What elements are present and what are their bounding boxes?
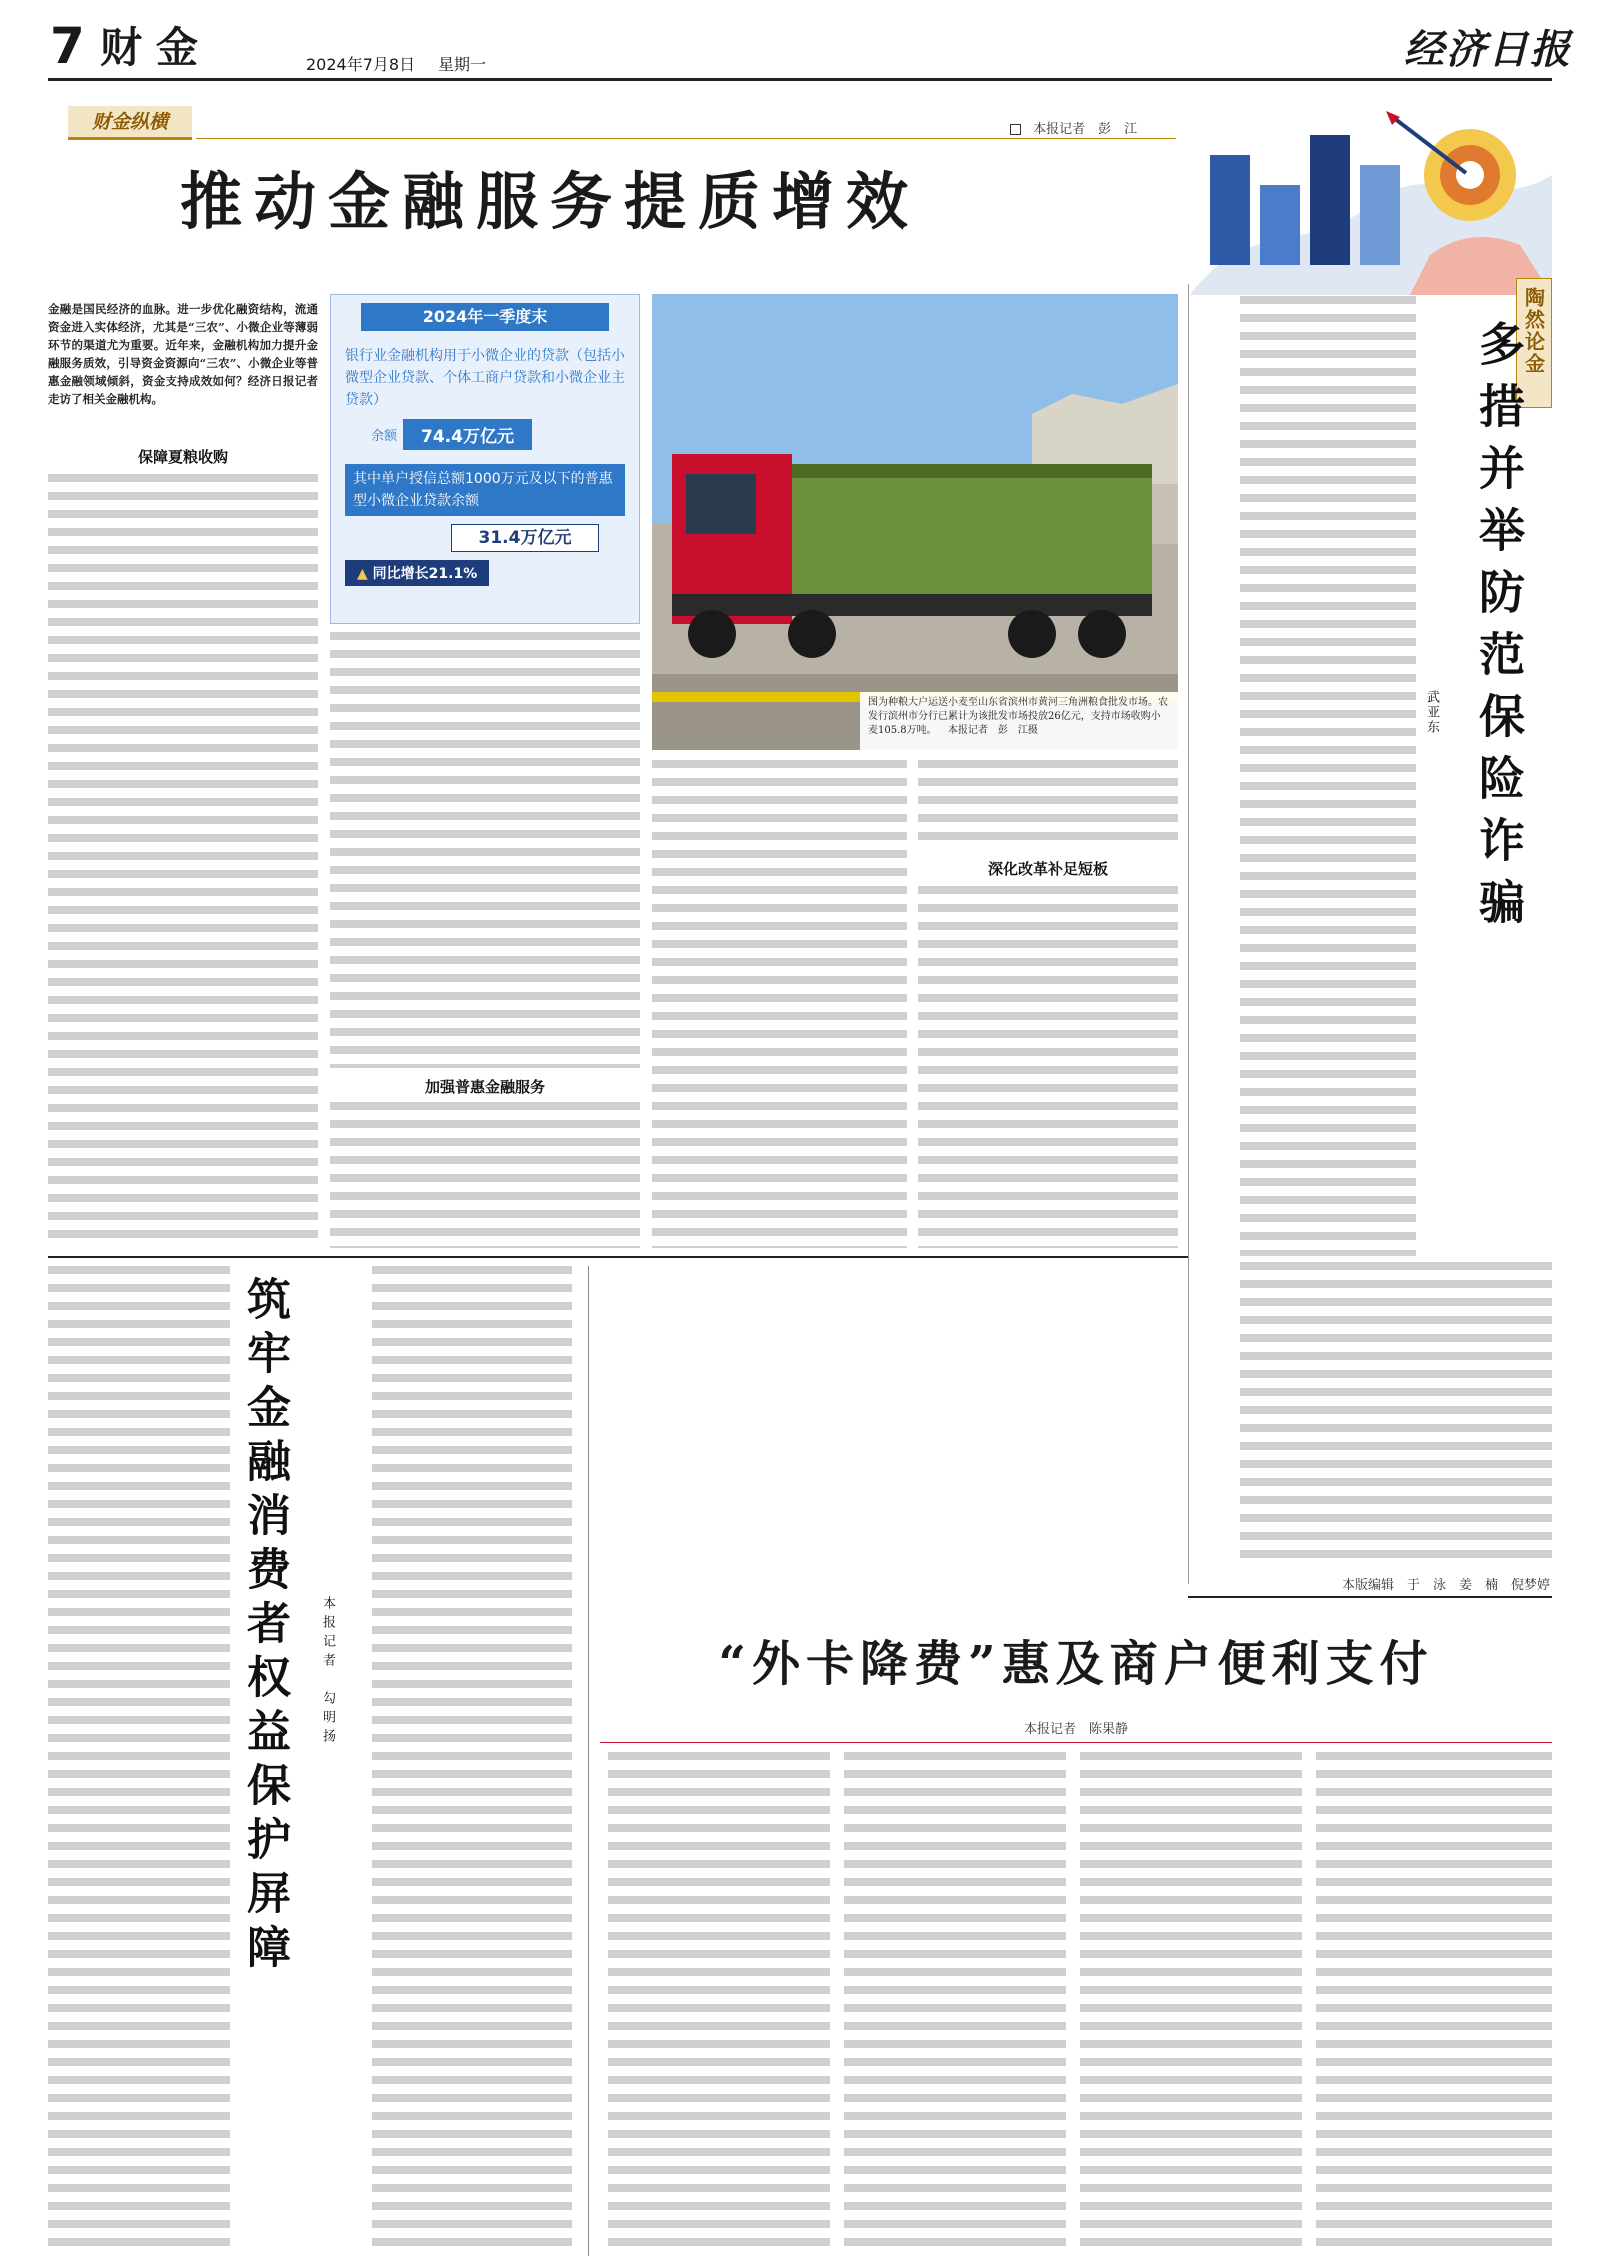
issue-weekday: 星期一 [438,55,487,74]
infographic-item1-row [371,419,625,450]
body-text-lines [372,1266,572,2256]
infographic-panel [330,294,640,624]
body-text-lines [48,1266,230,2256]
body-text-lines [48,474,318,1248]
card-headline-rule [600,1742,1552,1743]
lead-byline-text: 本报记者 彭 江 [1033,122,1138,137]
infographic-title: 2024年一季度末 [361,303,609,331]
header-rule [48,78,1552,81]
lead-subhead-reform: 深化改革补足短板 [987,860,1108,878]
infographic-item1-value: 74.4万亿元 [403,419,532,450]
consumer-body-col-1 [48,1266,230,2256]
news-photo [652,294,1178,750]
infographic-item2-value: 31.4万亿元 [451,524,599,552]
lead-byline [1010,118,1137,137]
lead-body-col-4a [918,760,1178,840]
masthead-logo: 经济日报 [1404,26,1572,73]
editorial-author: 武亚东 [1424,690,1439,735]
lead-body-col-3 [652,760,907,1248]
body-text-lines [1080,1752,1302,2256]
body-text-lines [918,886,1178,1248]
body-text-lines [330,1102,640,1248]
lead-intro: 金融是国民经济的血脉。进一步优化融资结构，流通资金进入实体经济，尤其是“三农”、小微企业等薄弱环节的渠道尤为重要。近年来，金融机构加力提升金融服务质效，引导资金资源向“三农”、小微企业等普惠金融领域倾斜，资金支持成效如何？经济日报记者走访了相关金融机构。 [48,302,318,406]
infographic-growth-badge [345,560,489,586]
column-tag [68,106,192,140]
lead-subhead-harvest: 保障夏粮收购 [137,448,228,466]
body-text-lines [1316,1752,1552,2256]
consumer-article-divider [588,1266,589,2256]
body-text-lines [1240,1262,1552,1562]
card-headline: “外卡降费”惠及商户便利支付 [718,1636,1434,1692]
decorative-illustration [1190,95,1552,295]
editors-line: 本版编辑 于 泳 姜 楠 倪梦婷 [1341,1578,1550,1593]
consumer-body-col-2 [372,1266,572,2256]
card-body-col-3 [1080,1752,1302,2256]
body-text-lines [330,632,640,1068]
right-bottom-rule [1188,1596,1552,1598]
lead-body-col-4b [918,886,1178,1248]
issue-date: 2024年7月8日 [306,55,416,74]
photo-credit: 本报记者 彭 江摄 [947,725,1038,736]
consumer-byline: 本报记者 勾明扬 [320,1596,335,1748]
card-body-col-2 [844,1752,1066,2256]
infographic-item1-label: 银行业金融机构用于小微企业的贷款（包括小微型企业贷款、个体工商户贷款和小微企业主贷款） [345,348,625,408]
lead-body-col-2 [330,632,640,1068]
card-body-col-4 [1316,1752,1552,2256]
section-name: 财金 [100,23,213,72]
growth-arrow-icon: ▲ [357,566,368,582]
body-text-lines [918,760,1178,840]
page-number: 7 [50,17,85,75]
photo-caption: 图为种粮大户运送小麦至山东省滨州市黄河三角洲粮食批发市场。农发行滨州市分行已累计为该批发市场投放26亿元，支持市场收购小麦105.8万吨。 [868,697,1168,736]
editorial-body-col-1 [1240,296,1416,1256]
lead-headline: 推动金融服务提质增效 [180,165,921,238]
card-body-col-1 [608,1752,830,2256]
lead-subhead-inclusive: 加强普惠金融服务 [424,1078,545,1096]
lead-bottom-rule [48,1256,1188,1258]
photo-caption-box [860,692,1178,750]
infographic-item2-label: 其中单户授信总额1000万元及以下的普惠型小微企业贷款余额 [345,464,625,516]
body-text-lines [608,1752,830,2256]
infographic-growth-text: 同比增长21.1% [372,566,478,582]
lead-body-col-1 [48,474,318,1248]
editorial-headline: 多措并举防范保险诈骗 [1472,320,1526,940]
column-tag-rule [196,138,1176,139]
editorial-body-col-2 [1240,1262,1552,1562]
infographic-item1-prefix: 余额 [371,429,398,444]
lead-body-col-2b [330,1102,640,1248]
body-text-lines [652,760,907,1248]
consumer-headline: 筑牢金融消费者权益保护屏障 [239,1276,290,1978]
body-text-lines [844,1752,1066,2256]
card-byline: 本报记者 陈果静 [1023,1722,1128,1737]
column-tag-label: 财金纵横 [91,111,168,133]
body-text-lines [1240,296,1416,1256]
editorial-tag-label: 陶然论金 [1521,287,1546,375]
byline-square-icon [1010,124,1021,135]
